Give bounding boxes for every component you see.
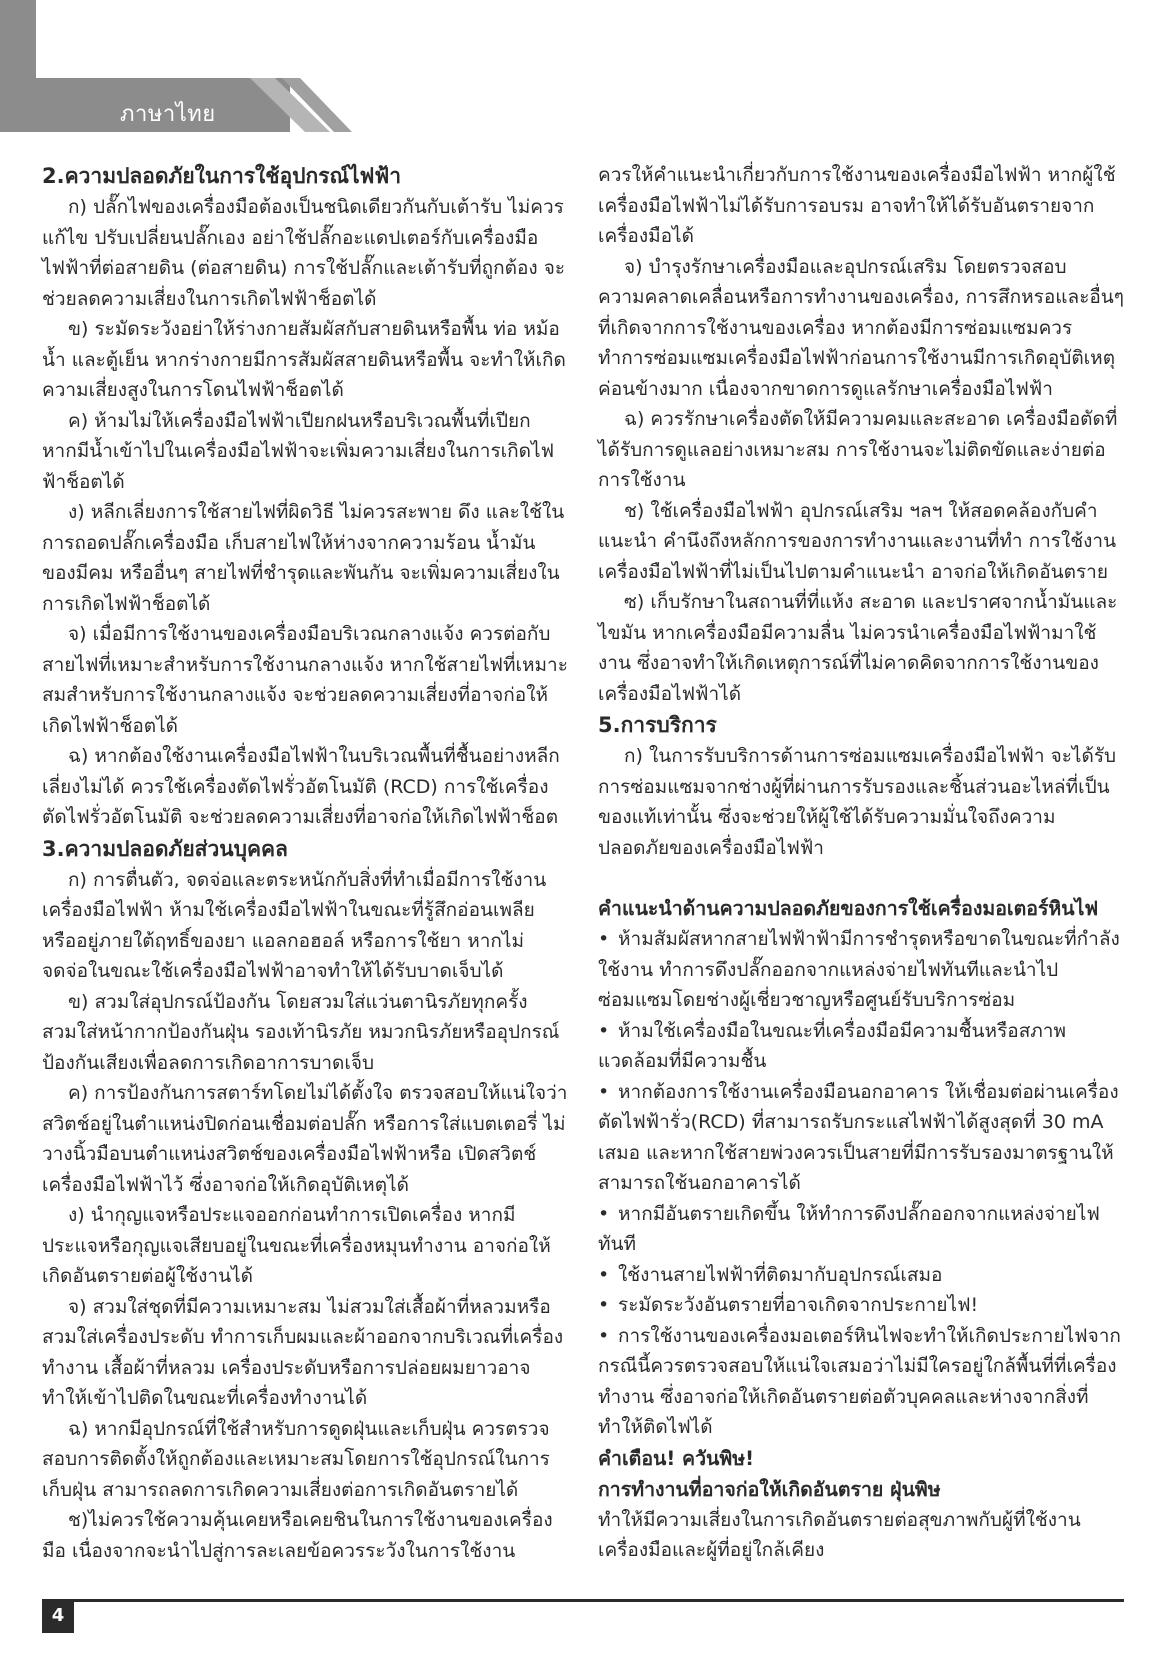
paragraph: ง) หลีกเลี่ยงการใช้สายไฟที่ผิดวิธี ไม่ควรสะพาย ดึง และใช้ในการถอดปลั๊กเครื่องมือ เก็บสายไฟให้ห่างจากความร้อน น้ำมัน ของมีคม หรืออื่นๆ สายไฟที่ชำรุดและพันกัน จะเพิ่มความเสี่ยงในการเกิดไฟฟ้าช็อตได้ <box>42 501 565 615</box>
bullet-item <box>598 1260 1124 1291</box>
paragraph: ง) นำกุญแจหรือประแจออกก่อนทำการเปิดเครื่อง หากมีประแจหรือกุญแจเสียบอยู่ในขณะที่เครื่องหมุนทำงาน อาจก่อให้เกิดอันตรายต่อผู้ใช้งานได้ <box>42 1204 551 1287</box>
paragraph: ซ) เก็บรักษาในสถานที่ที่แห้ง สะอาด และปราศจากน้ำมันและไขมัน หากเครื่องมือมีความลื่น ไม่ควรนำเครื่องมือไฟฟ้ามาใช้งาน ซึ่งอาจทำให้เกิดเหตุการณ์ที่ไม่คาดคิดจากการใช้งานของเครื่องมือไฟฟ้าได้ <box>598 591 1118 705</box>
bullet-text: ระมัดระวังอันตรายที่อาจเกิดจากประกายไฟ! <box>618 1294 979 1316</box>
bullet-text: ห้ามใช้เครื่องมือในขณะที่เครื่องมือมีความชื้นหรือสภาพแวดล้อมที่มีความชื้น <box>598 1019 1067 1072</box>
paragraph: ช) ใช้เครื่องมือไฟฟ้า อุปกรณ์เสริม ฯลฯ ให้สอดคล้องกับคำแนะนำ คำนึงถึงหลักการของการทำงานและงานที่ทำ การใช้งานเครื่องมือไฟฟ้าที่ไม่เป็นไปตามคำแนะนำ อาจก่อให้เกิดอันตราย <box>598 499 1117 583</box>
paragraph: ทำให้มีความเสี่ยงในการเกิดอันตรายต่อสุขภาพกับผู้ที่ใช้งานเครื่องมือและผู้ที่อยู่ใกล้เคียง <box>598 1508 1081 1561</box>
bullet-icon: • <box>598 1294 610 1316</box>
paragraph: ก) ปลั๊กไฟของเครื่องมือต้องเป็นชนิดเดียวกันกับเต้ารับ ไม่ควรแก้ไข ปรับเปลี่ยนปลั๊กเอง อย่าใช้ปลั๊กอะแดปเตอร์กับเครื่องมือไฟฟ้าที่ต่อสายดิน (ต่อสายดิน) การใช้ปลั๊กและเต้ารับที่ถูกต้อง จะช่วยลดความเสี่ยงในการเกิดไฟฟ้าช็อตได้ <box>42 196 566 310</box>
subsection-heading: คำแนะนำด้านความปลอดภัยของการใช้เครื่องมอเตอร์หินไฟ <box>598 897 1099 920</box>
paragraph: ค) ห้ามไม่ให้เครื่องมือไฟฟ้าเปียกฝนหรือบริเวณพื้นที่เปียก หากมีน้ำเข้าไปในเครื่องมือไฟฟ้าจะเพิ่มความเสี่ยงในการเกิดไฟฟ้าช็อตได้ <box>42 409 555 493</box>
bullet-icon: • <box>598 1019 610 1042</box>
left-column <box>42 160 568 1566</box>
paragraph: จ) เมื่อมีการใช้งานของเครื่องมือบริเวณกลางแจ้ง ควรต่อกับสายไฟที่เหมาะสำหรับการใช้งานกลางแจ้ง หากใช้สายไฟที่เหมาะสมสำหรับการใช้งานกลางแจ้ง จะช่วยลดความเสี่ยงที่อาจก่อให้เกิดไฟฟ้าช็อตได้ <box>42 623 568 737</box>
bullet-text: หากต้องการใช้งานเครื่องมือนอกอาคาร ให้เชื่อมต่อผ่านเครื่องตัดไฟฟ้ารั่ว(RCD) ที่สามารถรับกระแสไฟฟ้าได้สูงสุดที่ 30 mA เสมอ และหากใช้สายพ่วงควรเป็นสายที่มีการรับรองมาตรฐานให้สามารถใช้นอกอาคารได้ <box>598 1080 1119 1194</box>
bullet-text: ห้ามสัมผัสหากสายไฟฟ้าฟ้ามีการชำรุดหรือขาดในขณะที่กำลังใช้งาน ทำการดึงปลั๊กออกจากแหล่งจ่ายไฟทันทีและนำไปซ่อมแซมโดยช่างผู้เชี่ยวชาญหรือศูนย์รับบริการซ่อม <box>598 928 1120 1011</box>
paragraph: ฉ) หากมีอุปกรณ์ที่ใช้สำหรับการดูดฝุ่นและเก็บฝุ่น ควรตรวจสอบการติดตั้งให้ถูกต้องและเหมาะสมโดยการใช้อุปกรณ์ในการเก็บฝุ่น สามารถลดการเกิดความเสี่ยงต่อการเกิดอันตรายได้ <box>42 1417 550 1501</box>
footer-rule <box>42 1599 1124 1602</box>
section-heading: 3.ความปลอดภัยส่วนบุคคล <box>42 836 288 861</box>
bullet-item <box>598 1199 1124 1260</box>
right-column <box>598 160 1124 1566</box>
bullet-icon: • <box>598 1324 610 1347</box>
bullet-item <box>598 1016 1124 1077</box>
bullet-item <box>598 1321 1124 1443</box>
paragraph: ควรให้คำแนะนำเกี่ยวกับการใช้งานของเครื่องมือไฟฟ้า หากผู้ใช้เครื่องมือไฟฟ้าไม่ได้รับการอบรม อาจทำให้ได้รับอันตรายจากเครื่องมือได้ <box>598 164 1116 247</box>
spacer <box>598 863 1124 893</box>
bullet-item <box>598 1290 1124 1321</box>
language-label: ภาษาไทย <box>120 102 216 127</box>
bullet-icon: • <box>598 1263 610 1286</box>
bullet-item <box>598 924 1124 1016</box>
paragraph: จ) สวมใส่ชุดที่มีความเหมาะสม ไม่สวมใส่เสื้อผ้าที่หลวมหรือสวมใส่เครื่องประดับ ทำการเก็บผมและผ้าออกจากบริเวณที่เครื่องทำงาน เสื้อผ้าที่หลวม เครื่องประดับหรือการปล่อยผมยาวอาจทำให้เข้าไปติดในขณะที่เครื่องทำงานได้ <box>42 1295 564 1409</box>
paragraph: ก) ในการรับบริการด้านการซ่อมแซมเครื่องมือไฟฟ้า จะได้รับการซ่อมแซมจากช่างผู้ที่ผ่านการรับรองและชิ้นส่วนอะไหล่ที่เป็นของแท้เท่านั้น ซึ่งจะช่วยให้ผู้ใช้ได้รับความมั่นใจถึงความปลอดภัยของเครื่องมือไฟฟ้า <box>598 745 1117 859</box>
paragraph: ข) สวมใส่อุปกรณ์ป้องกัน โดยสวมใส่แว่นตานิรภัยทุกครั้ง สวมใส่หน้ากากป้องกันฝุ่น รองเท้านิรภัย หมวกนิรภัยหรืออุปกรณ์ป้องกันเสียงเพื่อลดการเกิดอาการบาดเจ็บ <box>42 990 560 1074</box>
bullet-text: ใช้งานสายไฟฟ้าที่ติดมากับอุปกรณ์เสมอ <box>618 1263 943 1286</box>
paragraph: ข) ระมัดระวังอย่าให้ร่างกายสัมผัสกับสายดินหรือพื้น ท่อ หม้อน้ำ และตู้เย็น หากร่างกายมีการสัมผัสสายดินหรือพื้น จะทำให้เกิดความเสี่ยงสูงในการโดนไฟฟ้าช็อตได้ <box>42 318 566 401</box>
bullet-icon: • <box>598 1080 610 1103</box>
paragraph: ฉ) ควรรักษาเครื่องตัดให้มีความคมและสะอาด เครื่องมือตัดที่ได้รับการดูแลอย่างเหมาะสม การใช้งานจะไม่ติดขัดและง่ายต่อการใช้งาน <box>598 408 1118 491</box>
bullet-text: หากมีอันตรายเกิดขึ้น ให้ทำการดึงปลั๊กออกจากแหล่งจ่ายไฟทันที <box>598 1202 1100 1255</box>
subsection-heading: คำเตือน! ควันพิษ! <box>598 1446 754 1470</box>
paragraph: ค) การป้องกันการสตาร์ทโดยไม่ได้ตั้งใจ ตรวจสอบให้แน่ใจว่าสวิตช์อยู่ในตำแหน่งปิดก่อนเชื่อมต่อปลั๊ก หรือการใส่แบตเตอรี่ ไม่วางนิ้วมือบนตำแหน่งสวิตช์ของเครื่องมือไฟฟ้าหรือ เปิดสวิตช์เครื่องมือไฟฟ้าไว้ ซึ่งอาจก่อให้เกิดอุบัติเหตุได้ <box>42 1082 568 1196</box>
paragraph: จ) บำรุงรักษาเครื่องมือและอุปกรณ์เสริม โดยตรวจสอบความคลาดเคลื่อนหรือการทำงานของเครื่อง, การสึกหรอและอื่นๆที่เกิดจากการใช้งานของเครื่อง หากต้องมีการซ่อมแซมควรทำการซ่อมแซมเครื่องมือไฟฟ้าก่อนการใช้งานมีการเกิดอุบัติเหตุค่อนข้างมาก เนื่องจากขาดการดูแลรักษาเครื่องมือไฟฟ้า <box>598 255 1124 400</box>
bullet-text: การใช้งานของเครื่องมอเตอร์หินไฟจะทำให้เกิดประกายไฟจากกรณีนี้ควรตรวจสอบให้แน่ใจเสมอว่าไม่มีใครอยู่ใกล้พื้นที่ที่เครื่องทำงาน ซึ่งอาจก่อให้เกิดอันตรายต่อตัวบุคคลและห่างจากสิ่งที่ทำให้ติดไฟได้ <box>598 1324 1121 1438</box>
section-heading: 2.ความปลอดภัยในการใช้อุปกรณ์ไฟฟ้า <box>42 164 402 188</box>
subsection-heading: การทำงานที่อาจก่อให้เกิดอันตราย ฝุ่นพิษ <box>598 1477 941 1501</box>
section-heading: 5.การบริการ <box>598 713 717 737</box>
page-number: 4 <box>42 1599 74 1633</box>
paragraph: ก) การตื่นตัว, จดจ่อและตระหนักกับสิ่งที่ทำเมื่อมีการใช้งานเครื่องมือไฟฟ้า ห้ามใช้เครื่องมือไฟฟ้าในขณะที่รู้สึกอ่อนเพลีย หรืออยู่ภายใต้ฤทธิ์ของยา แอลกอฮอล์ หรือการใช้ยา หากไม่จดจ่อในขณะใช้เครื่องมือไฟฟ้าอาจทำให้ได้รับบาดเจ็บได้ <box>42 868 547 982</box>
bullet-icon: • <box>598 1202 610 1225</box>
bullet-icon: • <box>598 928 610 950</box>
paragraph: ฉ) หากต้องใช้งานเครื่องมือไฟฟ้าในบริเวณพื้นที่ชื้นอย่างหลีกเลี่ยงไม่ได้ ควรใช้เครื่องตัดไฟรั่วอัตโนมัติ (RCD) การใช้เครื่องตัดไฟรั่วอัตโนมัติ จะช่วยลดความเสี่ยงที่อาจก่อให้เกิดไฟฟ้าช็อต <box>42 745 560 828</box>
paragraph: ช)ไม่ควรใช้ความคุ้นเคยหรือเคยชินในการใช้งานของเครื่องมือ เนื่องจากจะนำไปสู่การละเลยข้อควรระวังในการใช้งาน <box>42 1509 553 1562</box>
bullet-item <box>598 1077 1124 1199</box>
header-band <box>0 0 352 132</box>
